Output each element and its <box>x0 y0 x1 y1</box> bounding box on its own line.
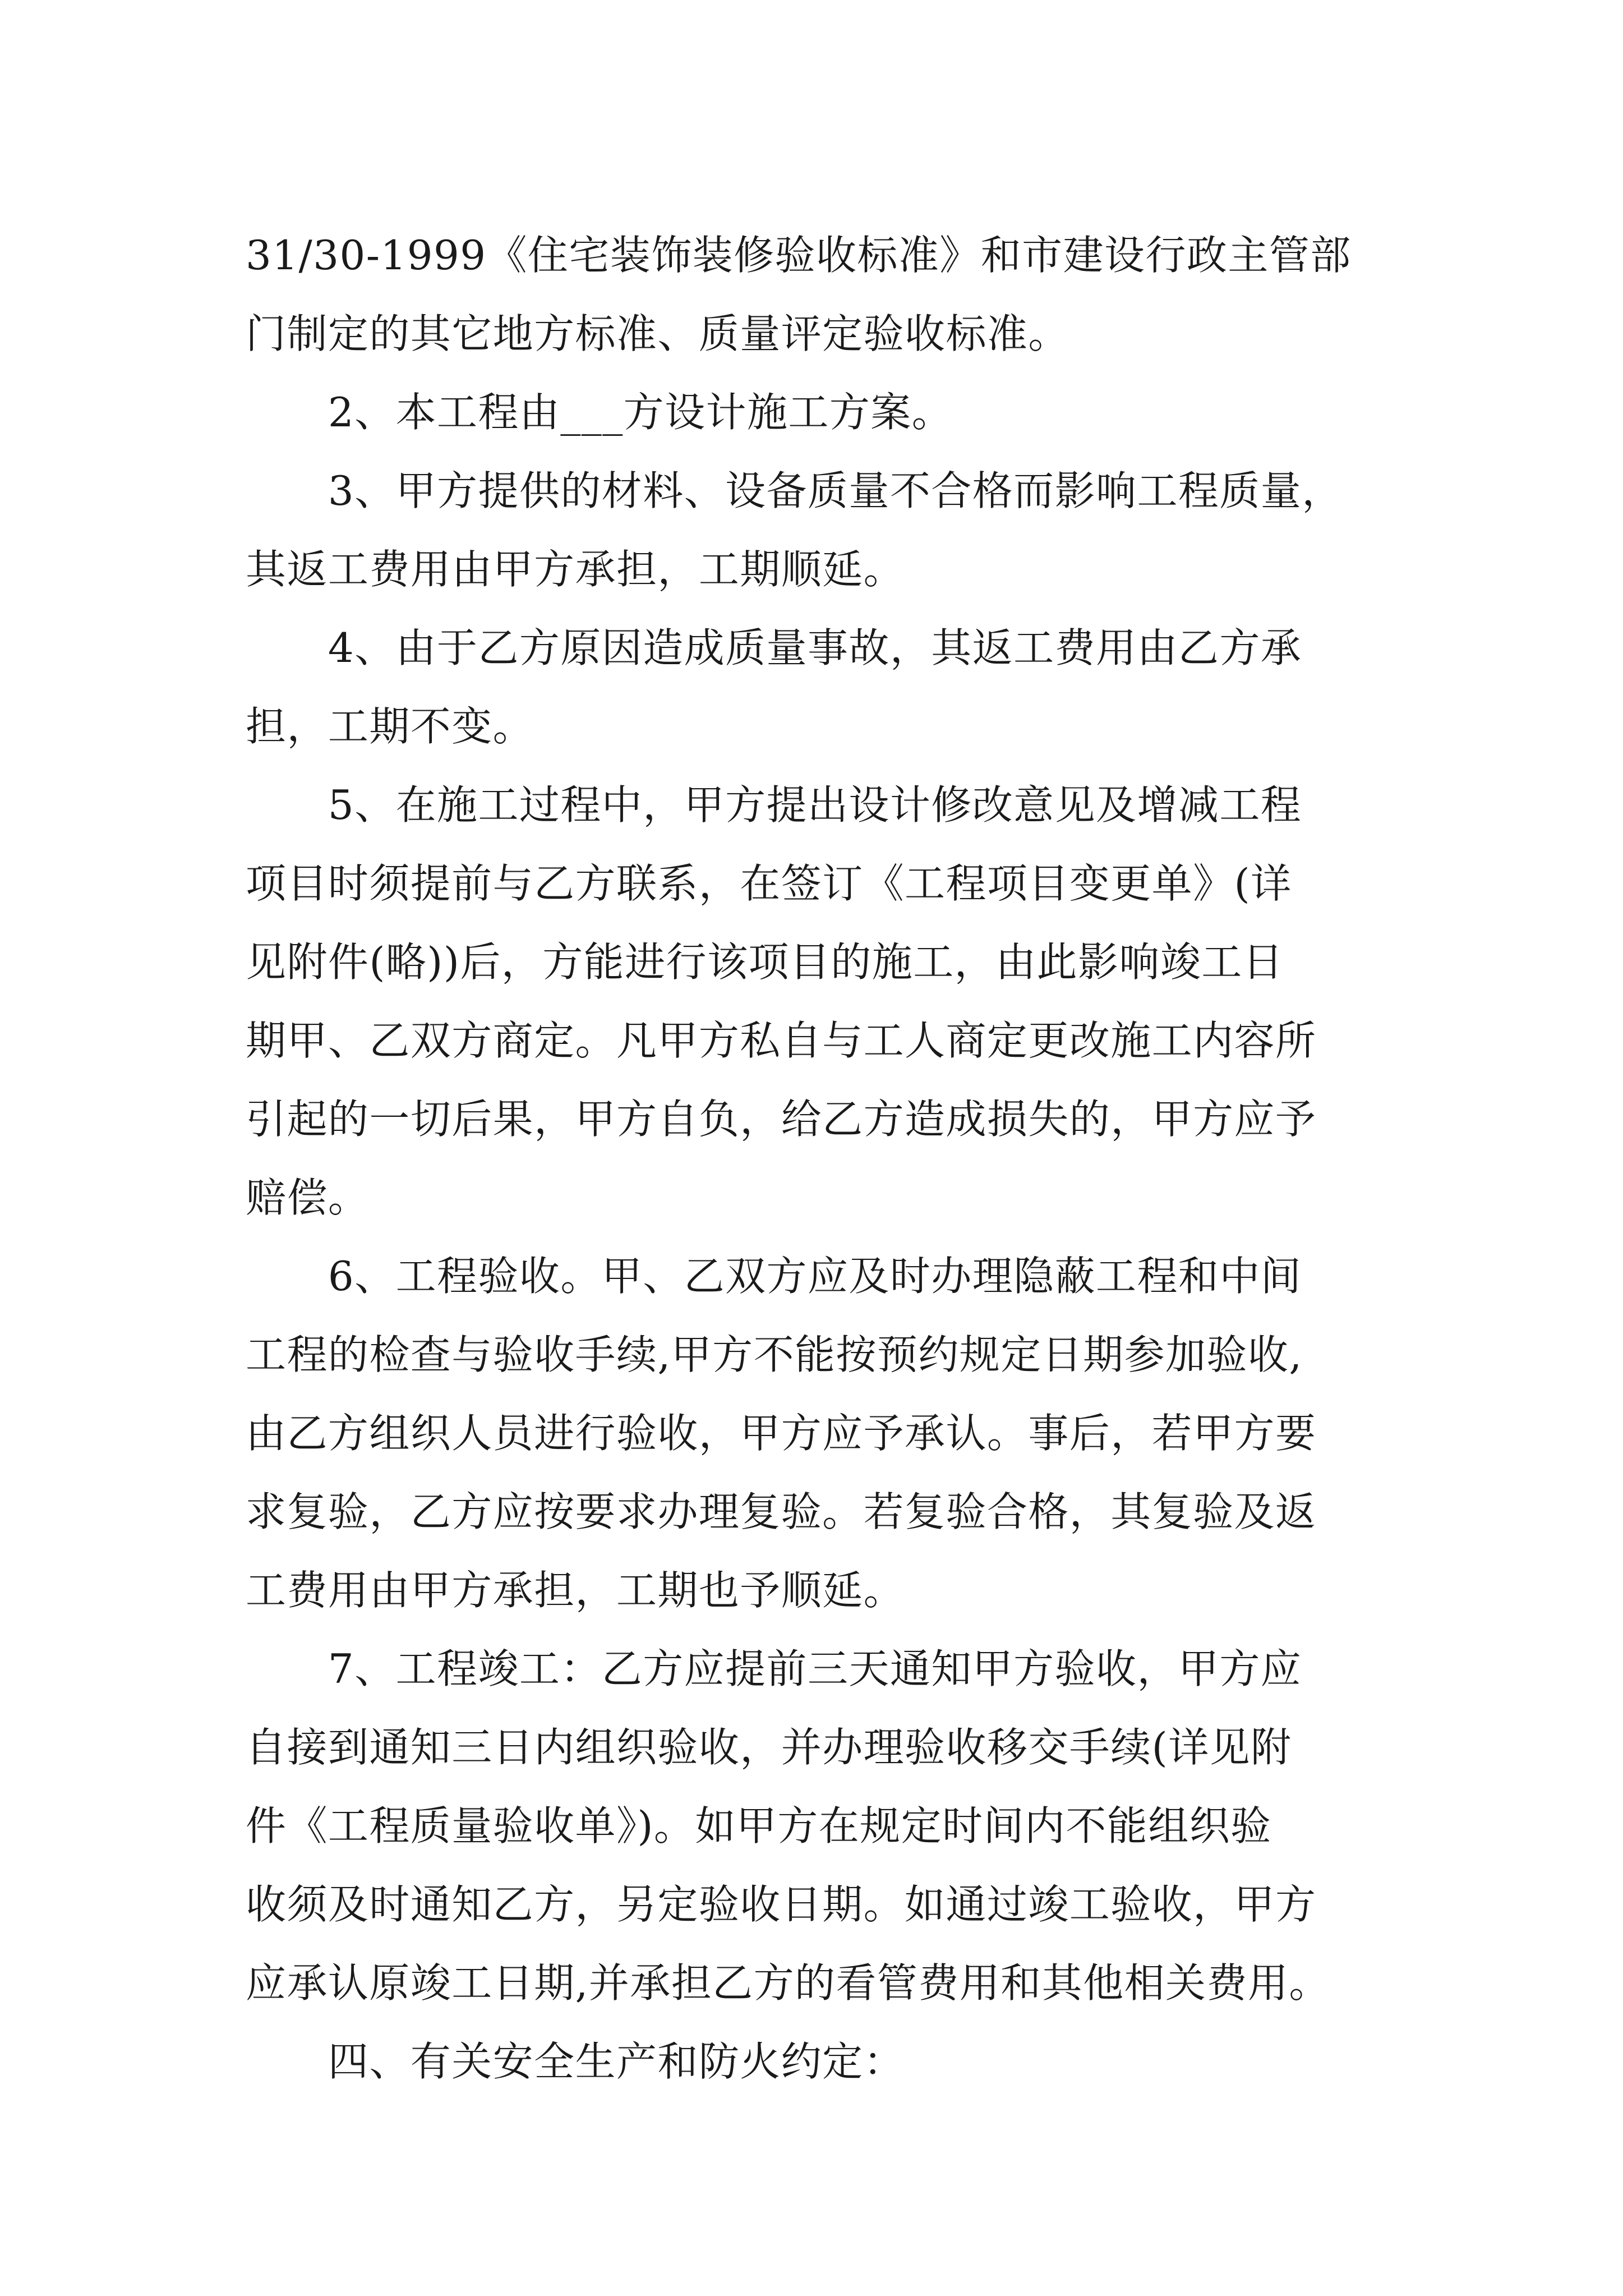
text-line: 见附件(略))后，方能进行该项目的施工，由此影响竣工日 <box>246 938 1284 986</box>
clause-3: 3、甲方提供的材料、设备质量不合格而影响工程质量， <box>246 467 1343 514</box>
text-line: 引起的一切后果，甲方自负，给乙方造成损失的，甲方应予 <box>246 1096 1317 1143</box>
clause-4: 4、由于乙方原因造成质量事故，其返工费用由乙方承 <box>246 624 1302 671</box>
text-line: 件《工程质量验收单》)。如甲方在规定时间内不能组织验 <box>246 1802 1272 1849</box>
text-line: 求复验，乙方应按要求办理复验。若复验合格，其复验及返 <box>246 1488 1317 1535</box>
clause-2: 2、本工程由___方设计施工方案。 <box>246 389 953 436</box>
text-line: 工程的检查与验收手续,甲方不能按预约规定日期参加验收, <box>246 1331 1303 1378</box>
text-line: 门制定的其它地方标准、质量评定验收标准。 <box>246 310 1069 357</box>
text-line: 担，工期不变。 <box>246 703 534 750</box>
text-line: 31/30-1999《住宅装饰装修验收标准》和市建设行政主管部 <box>246 232 1352 279</box>
section-heading-4: 四、有关安全生产和防火约定： <box>246 2038 905 2085</box>
text-line: 自接到通知三日内组织验收，并办理验收移交手续(详见附 <box>246 1724 1292 1771</box>
text-line: 工费用由甲方承担，工期也予顺延。 <box>246 1567 905 1614</box>
text-line: 收须及时通知乙方，另定验收日期。如通过竣工验收，甲方 <box>246 1881 1317 1928</box>
contract-text <box>246 216 1390 2101</box>
text-line: 项目时须提前与乙方联系，在签订《工程项目变更单》(详 <box>246 860 1292 907</box>
text-line: 其返工费用由甲方承担，工期顺延。 <box>246 546 905 593</box>
clause-6: 6、工程验收。甲、乙双方应及时办理隐蔽工程和中间 <box>246 1253 1302 1300</box>
text-line: 应承认原竣工日期,并承担乙方的看管费用和其他相关费用。 <box>246 1959 1330 2007</box>
clause-7: 7、工程竣工：乙方应提前三天通知甲方验收，甲方应 <box>246 1645 1302 1692</box>
text-line: 期甲、乙双方商定。凡甲方私自与工人商定更改施工内容所 <box>246 1017 1317 1064</box>
clause-5: 5、在施工过程中，甲方提出设计修改意见及增减工程 <box>246 781 1302 829</box>
text-line: 由乙方组织人员进行验收，甲方应予承认。事后，若甲方要 <box>246 1410 1317 1457</box>
text-line: 赔偿。 <box>246 1174 370 1221</box>
